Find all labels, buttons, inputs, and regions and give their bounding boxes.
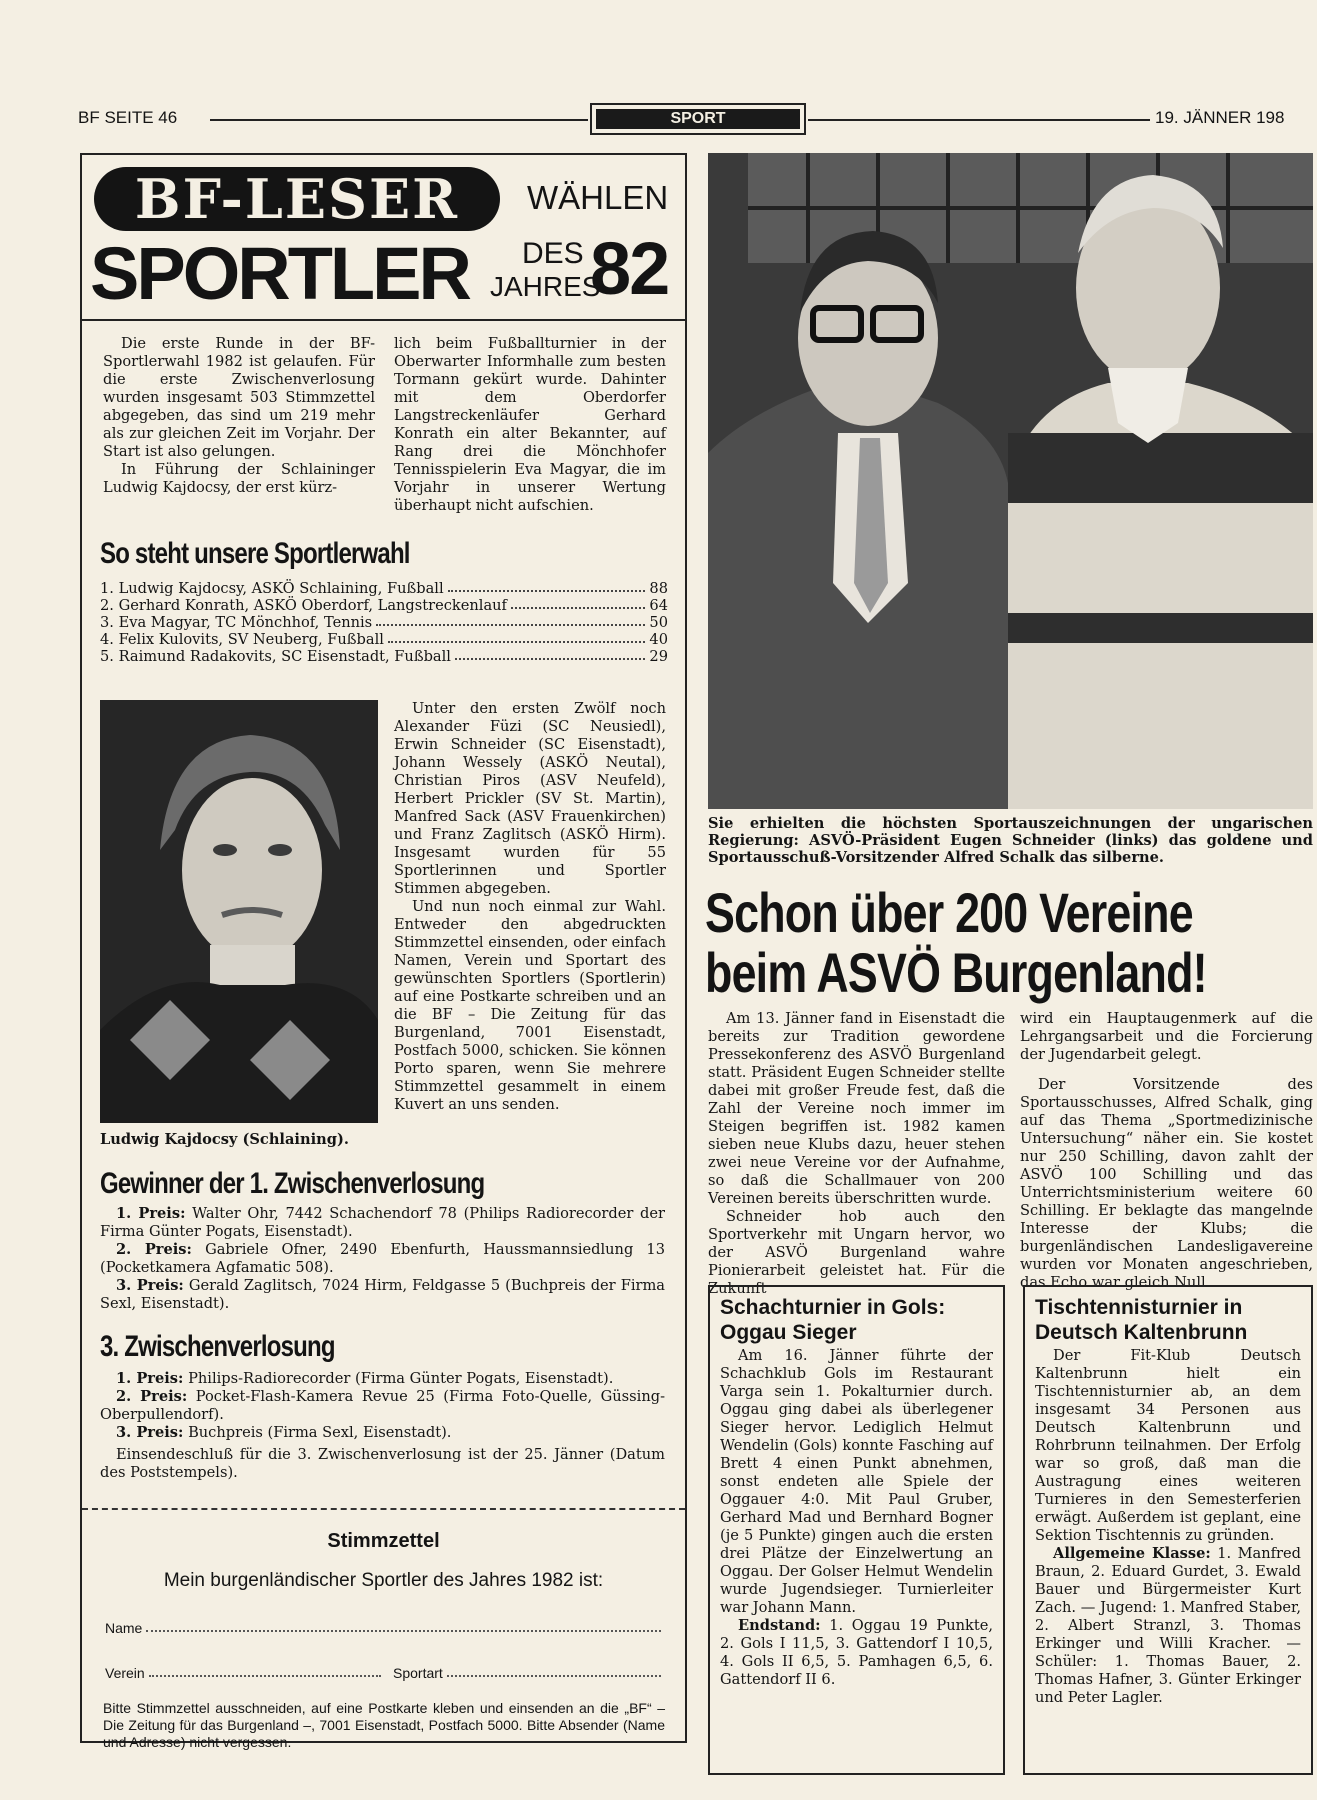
header-rule-left xyxy=(210,119,588,121)
prize-item: 3. Preis: Gerald Zaglitsch, 7024 Hirm, Feldgasse 5 (Buchpreis der Firma Sexl, Eisenstadt). xyxy=(100,1277,666,1312)
ballot-sportart-field[interactable]: Sportart xyxy=(393,1665,665,1681)
winners-list xyxy=(100,1205,665,1313)
ballot-name-field[interactable]: Name xyxy=(105,1620,665,1636)
prize-item: 1. Preis: Walter Ohr, 7442 Schachendorf 78 (Philips Radiorecorder der Firma Günter Pogats, Eisenstadt). xyxy=(100,1205,666,1240)
award-illustration xyxy=(708,153,1313,809)
third-draw-heading: 3. Zwischenverlosung xyxy=(100,1330,335,1363)
third-draw-list xyxy=(100,1370,665,1482)
intro-column-1 xyxy=(103,335,375,497)
ballot-title: Stimmzettel xyxy=(327,1530,440,1552)
asvo-paragraph-1: Am 13. Jänner fand in Eisenstadt die bereits zur Tradition gewordene Pressekonferenz des ASVÖ Burgenland statt. Präsident Eugen Schneider stellte dabei mit großer Freude fest, daß die Zahl der Vereine noch immer im Steigen begriffen ist. 1982 kamen sieben neue Klubs dazu, heuer stehen zwei neue Vereine vor der Aufnahme, so daß die Schallmauer von 200 Vereinen bereits überschritten wurde. xyxy=(708,1010,1005,1207)
intro-paragraph-2: In Führung der Schlaininger Ludwig Kajdocsy, der erst kürz- xyxy=(103,461,375,496)
title-box xyxy=(80,153,687,321)
table-tennis-box xyxy=(1023,1285,1313,1775)
portrait-photo xyxy=(100,700,378,1123)
year-text: 82 xyxy=(590,227,669,310)
intro-column-2: lich beim Fußballturnier in der Oberwarter Informhalle zum besten Tormann gekürt wurde. Dahinter mit dem Oberdorfer Langstreckenläufer Gerhard Konrath ein alter Bekannter, auf Rang drei die Mönchhofer Tennisspielerin Eva Magyar, die im Vorjahr in unserer Wertung überhaupt nicht aufschien. xyxy=(394,335,666,514)
prize-item: 2. Preis: Pocket-Flash-Kamera Revue 25 (Firma Foto-Quelle, Güssing-Oberpullendorf). xyxy=(100,1388,665,1423)
ranking-row: 2. Gerhard Konrath, ASKÖ Oberdorf, Langstreckenlauf 64 xyxy=(100,597,668,614)
bf-leser-text: BF-LESER xyxy=(134,167,460,231)
asvo-paragraph-2: Schneider hob auch den Sportverkehr mit Ungarn hervor, wo der ASVÖ Burgenland wahre Pionierarbeit geleistet hat. Für die Zukunft xyxy=(708,1208,1005,1297)
asvo-headline-2: beim ASVÖ Burgenland! xyxy=(705,941,1207,1004)
asvo-headline-1: Schon über 200 Vereine xyxy=(705,881,1193,944)
deadline-text: Einsendeschluß für die 3. Zwischenverlosung ist der 25. Jänner (Datum des Poststempels). xyxy=(100,1446,665,1481)
table-tennis-text: Der Fit-Klub Deutsch Kaltenbrunn hielt ein Tischtennisturnier ab, an dem insgesamt 34 Personen aus Deutsch Kaltenbrunn und Rohrbrunn teilnahmen. Der Erfolg war so groß, daß man die Austragung eines weiteren Turnieres in den Semesterferien erwägt. Außerdem ist geplant, eine Sektion Tischtennis zu gründen. xyxy=(1035,1347,1301,1544)
asvo-column-2 xyxy=(1020,1010,1313,1292)
prize-item: 3. Preis: Buchpreis (Firma Sexl, Eisenstadt). xyxy=(116,1424,452,1441)
chess-box xyxy=(708,1285,1005,1775)
winners-heading: Gewinner der 1. Zwischenverlosung xyxy=(100,1167,485,1200)
des-text: DES xyxy=(522,237,584,270)
chess-results: Endstand: 1. Oggau 19 Punkte, 2. Gols I 11,5, 3. Gattendorf I 10,5, 4. Gols II 6,5, 5. Pamhagen 6,5, 6. Gattendorf II 6. xyxy=(720,1617,994,1688)
cut-line xyxy=(82,1508,685,1510)
table-tennis-results: Allgemeine Klasse: 1. Manfred Braun, 2. Eduard Gurdet, 3. Ewald Bauer und Bürgermeister Kurt Zach. — Jugend: 1. Manfred Staber, 2. Albert Stranzl, 3. Thomas Erkinger und Willi Kracher. — Schüler: 1. Thomas Bauer, 2. Thomas Hafner, 3. Günter Erkinger und Peter Lagler. xyxy=(1035,1545,1302,1706)
bf-leser-logo xyxy=(94,167,500,231)
ranking-heading: So steht unsere Sportlerwahl xyxy=(100,537,410,570)
portrait-caption: Ludwig Kajdocsy (Schlaining). xyxy=(100,1131,349,1148)
award-caption: Sie erhielten die höchsten Sportauszeichnungen der ungarischen Regierung: ASVÖ-Präsident Eugen Schneider (links) das goldene und Sportausschuß-Vorsitzender Alfred Schalk das silberne. xyxy=(708,815,1313,866)
portrait-illustration xyxy=(100,700,378,1123)
candidates-paragraph: Unter den ersten Zwölf noch Alexander Füzi (SC Neusiedl), Erwin Schneider (SC Eisenstadt), Johann Wessely (ASKÖ Neutal), Christian Piros (ASV Neufeld), Herbert Prickler (SV St. Martin), Manfred Sack (ASV Frauenkirchen) und Franz Zaglitsch (ASKÖ Hirm). Insgesamt wurden für 55 Sportlerinnen und Sportler Stimmen abgegeben. xyxy=(394,700,666,897)
ranking-row: 1. Ludwig Kajdocsy, ASKÖ Schlaining, Fußball 88 xyxy=(100,580,668,597)
section-label-box xyxy=(590,103,806,135)
ranking-row: 5. Raimund Radakovits, SC Eisenstadt, Fußball 29 xyxy=(100,648,668,665)
issue-date: 19. JÄNNER 198 xyxy=(1155,108,1285,127)
award-photo xyxy=(708,153,1313,809)
jahres-text: JAHRES xyxy=(490,271,601,302)
candidates-column xyxy=(394,700,666,1114)
ranking-row: 4. Felix Kulovits, SV Neuberg, Fußball 40 xyxy=(100,631,668,648)
ballot-verein-field[interactable]: Verein xyxy=(105,1665,385,1681)
ballot-subtitle: Mein burgenländischer Sportler des Jahres 1982 ist: xyxy=(163,1570,604,1591)
header-rule-right xyxy=(808,119,1150,121)
asvo-column-1 xyxy=(708,1010,1005,1298)
chess-text: Am 16. Jänner führte der Schachklub Gols im Restaurant Varga sein 1. Pokalturnier durch. Oggau ging dabei als überlegener Sieger hervor. Lediglich Helmut Wendelin (Gols) konnte Fasching auf Brett 4 einen Punkt abnehmen, sonst endeten alle Spiele der Oggauer 4:0. Mit Paul Gruber, Gerhard Mad und Bernhard Bogner (je 5 Punkte) gingen auch die ersten drei Plätze der Einzelwertung an Oggau. Der Golser Helmut Wendelin wurde Jugendsieger. Turnierleiter war Johann Mann. xyxy=(720,1347,993,1616)
sportler-text: SPORTLER xyxy=(90,232,469,315)
intro-paragraph-1: Die erste Runde in der BF-Sportlerwahl 1982 ist gelaufen. Für die erste Zwischenverlosung wurden insgesamt 503 Stimmzettel abgegeben, das sind um 219 mehr als zur gleichen Zeit im Vorjahr. Der Start ist also gelungen. xyxy=(103,335,375,460)
table-tennis-title: Tischtennisturnier in Deutsch Kaltenbrunn xyxy=(1035,1296,1248,1344)
waehlen-text: WÄHLEN xyxy=(527,179,669,216)
ranking-row: 3. Eva Magyar, TC Mönchhof, Tennis 50 xyxy=(100,614,668,631)
prize-item: 2. Preis: Gabriele Ofner, 2490 Ebenfurth, Haussmannsiedlung 13 (Pocketkamera Agfamatic 508). xyxy=(100,1241,665,1276)
asvo-paragraph-4: Der Vorsitzende des Sportausschusses, Alfred Schalk, ging auf das Thema „Sportmedizinische Untersuchung“ näher ein. Sie kostet nur 250 Schilling, davon zahlt der ASVÖ 100 Schilling und das Unterrichtsministerium weitere 60 Schilling. Er beklagte das mangelnde Interesse der Klubs; die burgenländischen Landesligavereine wurden vor Monaten angeschrieben, das Echo war gleich Null. xyxy=(1020,1076,1313,1291)
ranking-list xyxy=(100,580,668,665)
prize-item: 1. Preis: Philips-Radiorecorder (Firma Günter Pogats, Eisenstadt). xyxy=(116,1370,614,1387)
voting-instructions: Und nun noch einmal zur Wahl. Entweder den abgedruckten Stimmzettel einsenden, oder einfach Namen, Verein und Sportart des gewünschten Sportlers (Sportlerin) auf eine Postkarte schreiben und an die BF – Die Zeitung für das Burgenland, 7001 Eisenstadt, Postfach 5000, schicken. Sie können Porto sparen, wenn Sie mehrere Stimmzettel gesammelt in einem Kuvert an uns senden. xyxy=(394,898,666,1113)
asvo-paragraph-3: wird ein Hauptaugenmerk auf die Lehrgangsarbeit und die Forcierung der Jugendarbeit gelegt. xyxy=(1020,1010,1313,1063)
chess-title: Schachturnier in Gols: Oggau Sieger xyxy=(720,1296,946,1344)
section-label: SPORT xyxy=(596,109,800,129)
ballot-note: Bitte Stimmzettel ausschneiden, auf eine Postkarte kleben und einsenden an die „BF“ – Die Zeitung für das Burgenland –, 7001 Eisenstadt, Postfach 5000. Bitte Absender (Name und Adresse) nicht vergessen. xyxy=(103,1700,665,1750)
page-number: BF SEITE 46 xyxy=(78,108,178,127)
